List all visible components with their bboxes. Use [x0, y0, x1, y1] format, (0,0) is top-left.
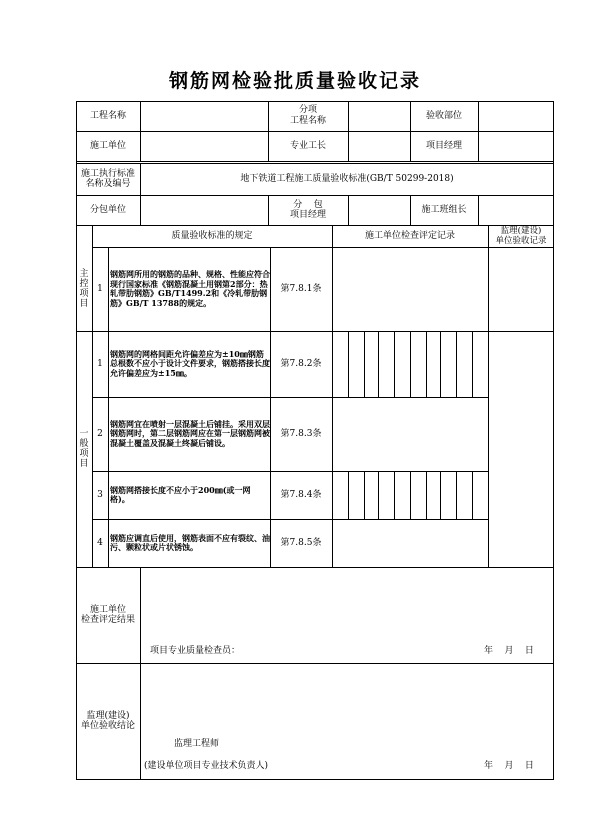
- project-name-field[interactable]: [140, 101, 268, 131]
- grid-line: [348, 471, 349, 519]
- quality-inspector-label: 项目专业质量检查员：: [150, 646, 241, 657]
- team-leader-label: 施工班组长: [421, 204, 467, 215]
- item-text: 钢筋应调直后使用，钢筋表面不应有裂纹、油污、颗粒状或片状锈蚀。: [110, 532, 270, 552]
- spec-column-header: 质量验收标准的规定: [171, 230, 253, 241]
- subcontract-unit-label: 分包单位: [89, 204, 126, 215]
- grid-line: [364, 331, 365, 397]
- grid-line: [456, 471, 457, 519]
- item-number: 2: [97, 428, 103, 439]
- item-clause: 第7.8.5条: [280, 537, 322, 548]
- grid-line: [410, 331, 411, 397]
- construction-unit-responsible-label: (建设单位项目专业技术负责人): [144, 761, 269, 772]
- acceptance-part-label: 验收部位: [425, 110, 462, 121]
- grid-line: [440, 471, 441, 519]
- foreman-field[interactable]: [348, 131, 410, 161]
- subcontract-manager-label: 分 包 项目经理: [289, 200, 326, 220]
- acceptance-form: [76, 101, 554, 780]
- supervision-conclusion-date: 年 月 日: [484, 761, 534, 772]
- item-text: 钢筋网所用的钢筋的品种、规格、性能应符合现行国家标准《钢筋混凝土用钢第2部分：热轧带肋钢筋》GB/T1499.2和《冷轧带肋钢筋》GB/T 13788的规定。: [110, 269, 270, 308]
- check-record-field[interactable]: [332, 247, 488, 331]
- item-clause: 第7.8.2条: [280, 358, 322, 369]
- grid-line: [378, 331, 379, 397]
- grid-line: [348, 331, 349, 397]
- item-text: 钢筋网搭接长度不应小于200㎜(或一网格)。: [110, 484, 251, 504]
- supervision-engineer-label: 监理工程师: [174, 739, 220, 750]
- item-text: 钢筋网的网格间距允许偏差应为±10㎜钢筋总根数不应小于设计文件要求，钢筋搭接长度允许偏差应为±15㎜。: [110, 348, 270, 378]
- team-leader-field[interactable]: [478, 195, 554, 225]
- project-manager-label: 项目经理: [425, 140, 462, 151]
- grid-line: [410, 471, 411, 519]
- supervision-record-field[interactable]: [488, 247, 554, 331]
- item-text: 钢筋网宜在喷射一层混凝土后铺挂。采用双层钢筋网时，第二层钢筋网应在第一层钢筋网被混凝土覆盖及混凝土终凝后铺设。: [110, 418, 270, 448]
- standard-value: 地下铁道工程施工质量验收标准(GB/T 50299-2018): [240, 173, 454, 184]
- subcontract-manager-field[interactable]: [348, 195, 410, 225]
- supervision-record-field[interactable]: [488, 331, 554, 567]
- item-number: 3: [97, 489, 103, 500]
- grid-line: [472, 471, 473, 519]
- item-number: 1: [97, 283, 103, 294]
- page-title: 钢筋网检验批质量验收记录: [168, 70, 421, 92]
- acceptance-part-field[interactable]: [478, 101, 554, 131]
- item-clause: 第7.8.1条: [280, 283, 322, 294]
- grid-line: [426, 471, 427, 519]
- item-clause: 第7.8.4条: [280, 489, 322, 500]
- grid-line: [378, 471, 379, 519]
- construction-result-label: 施工单位 检查评定结果: [80, 605, 135, 625]
- construction-unit-label: 施工单位: [89, 140, 126, 151]
- sub-project-field[interactable]: [348, 101, 410, 131]
- check-record-field[interactable]: [332, 397, 488, 471]
- sub-project-label: 分项 工程名称: [289, 105, 326, 126]
- construction-result-date: 年 月 日: [484, 646, 534, 657]
- grid-line: [108, 247, 109, 567]
- supervision-conclusion-field[interactable]: [140, 663, 554, 733]
- main-control-group-label: 主 控 项 目: [79, 269, 89, 309]
- general-group-label: 一 般 项 目: [79, 429, 89, 469]
- project-manager-field[interactable]: [478, 131, 554, 161]
- subcontract-unit-field[interactable]: [140, 195, 268, 225]
- construction-unit-field[interactable]: [140, 131, 268, 161]
- project-name-label: 工程名称: [89, 110, 126, 121]
- grid-line: [76, 161, 554, 162]
- grid-line: [394, 331, 395, 397]
- grid-line: [394, 471, 395, 519]
- check-column-header: 施工单位检查评定记录: [364, 230, 455, 241]
- supervision-column-header: 监理(建设) 单位验收记录: [495, 226, 547, 246]
- check-record-field[interactable]: [332, 519, 488, 567]
- grid-line: [364, 471, 365, 519]
- foreman-label: 专业工长: [289, 140, 326, 151]
- item-number: 1: [97, 358, 103, 369]
- standard-label: 施工执行标准 名称及编号: [80, 169, 135, 189]
- item-clause: 第7.8.3条: [280, 428, 322, 439]
- construction-result-field[interactable]: [140, 567, 554, 643]
- supervision-conclusion-label: 监理(建设) 单位验收结论: [80, 711, 135, 731]
- grid-line: [440, 331, 441, 397]
- grid-line: [472, 331, 473, 397]
- grid-line: [426, 331, 427, 397]
- grid-line: [456, 331, 457, 397]
- item-number: 4: [97, 537, 103, 548]
